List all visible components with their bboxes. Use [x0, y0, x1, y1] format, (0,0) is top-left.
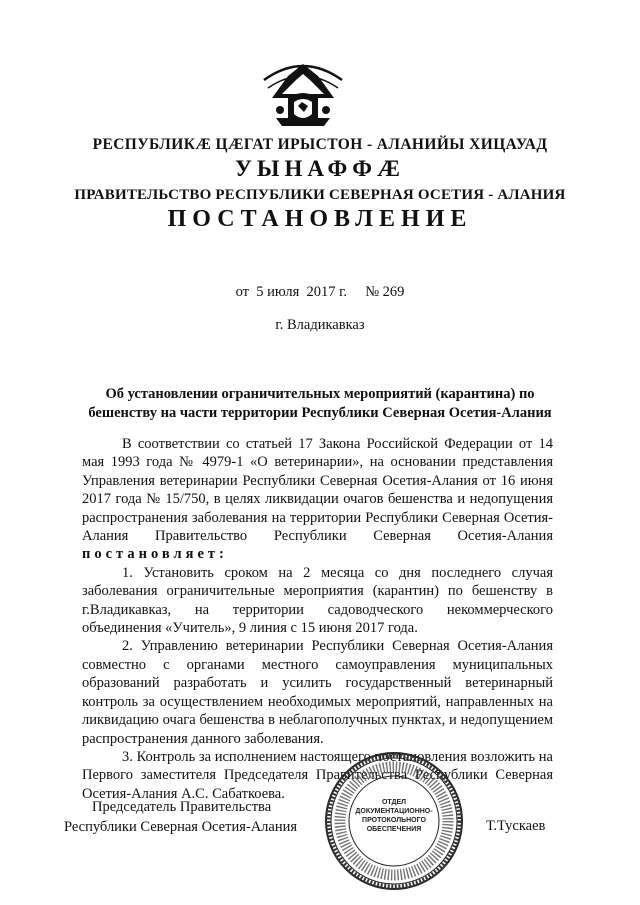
date-prefix: от [235, 284, 249, 300]
title-line-2: бешенству на части территории Республики Северная Осетия-Алания [88, 405, 552, 421]
intro-paragraph [82, 435, 553, 564]
intro-text: В соответствии со статьей 17 Закона Российской Федерации от 14 мая 1993 года № 4979-1 «О ветеринарии», на основании представления Управления ветеринарии Республики Северная Осетия-Алания от 16 июня 2017 года № 15/750, в целях ликвидации очагов бешенства и недопущения распространения заболевания на территории Республики Северная Осетия-Алания Правительство Республики Северная Осетия-Алания [82, 436, 553, 545]
signatory-position-line-1: Председатель Правительства [92, 799, 272, 815]
ossetian-government-title: РЕСПУБЛИКÆ ЦÆГАТ ИРЫСТОН - АЛАНИЙЫ ХИЦАУАД [92, 136, 548, 153]
signatory-position-line-2: Республики Северная Осетия-Алания [64, 819, 298, 835]
stamp-line-3: ПРОТОКОЛЬНОГО [362, 817, 426, 824]
document-body [82, 435, 553, 803]
city: г. Владикавказ [275, 317, 365, 333]
document-type-heading: ПОСТАНОВЛЕНИЕ [167, 206, 473, 232]
stamp-line-2: ДОКУМЕНТАЦИОННО- [355, 808, 433, 815]
signatory-name: Т.Тускаев [486, 818, 546, 834]
item-2: 2. Управлению ветеринарии Республики Северная Осетия-Алания совместно с органами местного самоуправления муниципальных образований разработать и усилить государственный ветеринарный контроль за осуществлением необходимых мероприятий, направленных на ликвидацию очага бешенства в неблагополучных пунктах, и недопущением распространения данного заболевания. [82, 638, 553, 747]
government-title: ПРАВИТЕЛЬСТВО РЕСПУБЛИКИ СЕВЕРНАЯ ОСЕТИЯ - АЛАНИЯ [74, 187, 566, 203]
stamp-inner-text [323, 798, 465, 834]
official-stamp [323, 750, 465, 892]
document-number: № 269 [365, 284, 405, 300]
date-number-line [0, 284, 640, 301]
title-line-1: Об установлении ограничительных мероприятий (карантина) по [105, 386, 535, 402]
signatory-position [64, 797, 297, 837]
item-1: 1. Установить сроком на 2 месяца со дня последнего случая заболевания ограничительные мероприятия (карантин) по бешенству в г.Владикавказ, на территории садоводческого некоммерческого объединения «Учитель», 9 линия с 15 июня 2017 года. [82, 564, 553, 637]
ossetian-resolution-heading: УЫНАФФÆ [234, 156, 406, 181]
item-3: 3. Контроль за исполнением настоящего постановления возложить на Первого заместителя Председателя Правительства Республики Северная Осетия-Алания А.С. Сабаткоева. [82, 748, 553, 802]
coat-of-arms-icon [258, 58, 348, 132]
document-title [60, 385, 580, 423]
document-date: 5 июля 2017 г. [256, 284, 348, 300]
stamp-line-1: ОТДЕЛ [381, 799, 407, 806]
decree-word: постановляет: [82, 546, 228, 563]
stamp-line-4: ОБЕСПЕЧЕНИЯ [366, 826, 422, 833]
